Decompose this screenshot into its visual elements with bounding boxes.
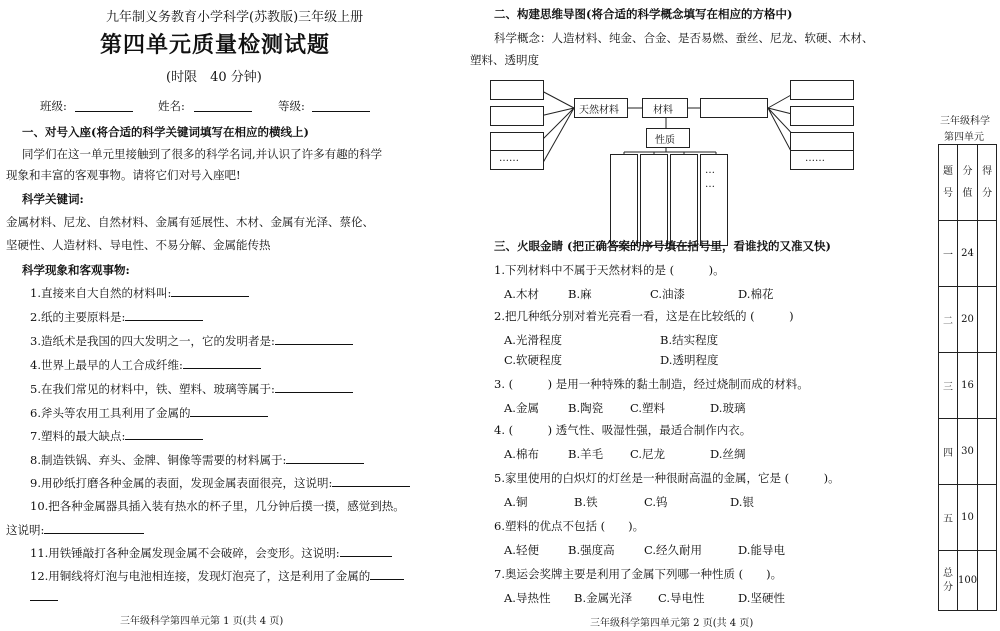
table-row <box>939 287 997 353</box>
answer-blank[interactable] <box>275 343 353 345</box>
question-8: 8.制造铁锅、弃头、金牌、铜像等需要的材料属于: <box>30 452 364 468</box>
mc-option[interactable]: C.塑料 <box>630 401 666 415</box>
mindmap-property: 性质 <box>646 128 690 148</box>
keywords-line2: 坚硬性、人造材料、导电性、不易分解、金属能传热 <box>6 238 271 252</box>
mc-option[interactable]: A.木材 <box>504 287 539 301</box>
section2-concepts-line2: 塑料、透明度 <box>470 53 539 67</box>
mc-option[interactable]: C.钨 <box>644 495 668 509</box>
mc-option[interactable]: B.金属光泽 <box>574 591 633 605</box>
mc-option[interactable]: D.坚硬性 <box>738 591 785 605</box>
mindmap-property-blank-1[interactable] <box>610 154 638 246</box>
row-score-cell[interactable] <box>978 287 997 353</box>
mc-option[interactable]: A.金属 <box>504 401 539 415</box>
mc-option[interactable]: A.棉布 <box>504 447 539 461</box>
row-score-cell[interactable] <box>978 221 997 287</box>
mindmap-blank-right-2[interactable] <box>790 106 854 126</box>
mindmap-blank-left-1[interactable] <box>490 80 544 100</box>
name-blank[interactable] <box>194 111 252 112</box>
row-points: 16 <box>958 353 978 419</box>
time-limit: (时限 40 分钟) <box>166 70 262 85</box>
table-row <box>939 221 997 287</box>
question-6: 6.斧头等农用工具利用了金属的 <box>30 405 268 421</box>
answer-blank[interactable] <box>171 295 249 297</box>
row-question: 总分 <box>939 551 958 611</box>
table-row <box>939 485 997 551</box>
mc-question-6: 6.塑料的优点不包括 ( )。 <box>494 519 645 533</box>
row-points: 100 <box>958 551 978 611</box>
mindmap-blank-left-4[interactable]: …… <box>490 150 544 170</box>
mindmap-blank-left-2[interactable] <box>490 106 544 126</box>
phenomena-heading: 科学现象和客观事物: <box>22 263 130 277</box>
row-points: 30 <box>958 419 978 485</box>
class-blank[interactable] <box>75 111 133 112</box>
mindmap-blank-right-4[interactable]: …… <box>790 150 854 170</box>
header-score: 得分 <box>978 145 997 221</box>
table-row <box>939 419 997 485</box>
page1-footer: 三年级科学第四单元第 1 页(共 4 页) <box>120 616 284 627</box>
mindmap-property-blank-2[interactable] <box>640 154 668 246</box>
grade-blank[interactable] <box>312 111 370 112</box>
row-score-cell[interactable] <box>978 419 997 485</box>
answer-blank[interactable] <box>125 438 203 440</box>
mc-option[interactable]: C.软硬程度 <box>504 353 563 367</box>
row-points: 10 <box>958 485 978 551</box>
row-points: 24 <box>958 221 978 287</box>
mindmap-property-blank-4[interactable]: … … <box>700 154 728 246</box>
answer-blank[interactable] <box>190 415 268 417</box>
mc-question-4: 4. ( ) 透气性、吸湿性强，最适合制作内衣。 <box>494 423 752 437</box>
mc-question-5: 5.家里使用的白炽灯的灯丝是一种很耐高温的金属，它是 ( )。 <box>494 471 840 485</box>
answer-blank[interactable] <box>370 578 404 580</box>
exam-header: 九年制义务教育小学科学(苏教版)三年级上册 <box>106 10 364 25</box>
mc-option[interactable]: B.结实程度 <box>660 333 719 347</box>
side-title-line1: 三年级科学 <box>940 116 990 127</box>
section1-intro-line2: 现象和丰富的客观事物。请将它们对号入座吧! <box>6 168 241 182</box>
section3-heading: 三、火眼金睛 (把正确答案的序号填在括号里，看谁找的又准又快) <box>494 239 831 253</box>
mc-question-7: 7.奥运会奖牌主要是利用了金属下列哪一种性质 ( )。 <box>494 567 783 581</box>
answer-blank[interactable] <box>332 485 410 487</box>
mindmap-property-blank-3[interactable] <box>670 154 698 246</box>
section2-heading: 二、构建思维导图(将合适的科学概念填写在相应的方格中) <box>494 7 793 21</box>
class-label: 班级: <box>40 99 67 113</box>
mindmap-blank-right-3[interactable] <box>790 132 854 152</box>
table-row <box>939 353 997 419</box>
mc-option[interactable]: C.油漆 <box>650 287 686 301</box>
row-question: 二 <box>939 287 958 353</box>
question-10-cont: 这说明: <box>6 522 144 538</box>
mindmap-blank-right-1[interactable] <box>790 80 854 100</box>
question-10: 10.把各种金属器具插入装有热水的杯子里，几分钟后摸一摸，感觉到热。 <box>30 499 405 513</box>
mc-option[interactable]: D.棉花 <box>738 287 774 301</box>
mc-option[interactable]: D.能导电 <box>738 543 785 557</box>
mc-option[interactable]: A.光滑程度 <box>504 333 562 347</box>
answer-blank[interactable] <box>183 367 261 369</box>
mindmap-blank-center-right[interactable] <box>700 98 768 118</box>
row-score-cell[interactable] <box>978 551 997 611</box>
keywords-heading: 科学关键词: <box>22 192 84 206</box>
answer-blank[interactable] <box>44 532 144 534</box>
page2-footer: 三年级科学第四单元第 2 页(共 4 页) <box>590 618 754 629</box>
mc-option[interactable]: C.经久耐用 <box>644 543 703 557</box>
score-table <box>938 144 997 611</box>
mc-option[interactable]: B.强度高 <box>568 543 615 557</box>
mc-question-1: 1.下列材料中不属于天然材料的是 ( )。 <box>494 263 725 277</box>
section1-intro-line1: 同学们在这一单元里接触到了很多的科学名词,并认识了许多有趣的科学 <box>22 147 383 161</box>
mc-option[interactable]: B.羊毛 <box>568 447 604 461</box>
section2-concepts-line1: 科学概念：人造材料、纯金、合金、是否易燃、蚕丝、尼龙、软硬、木材、 <box>494 31 874 45</box>
answer-blank[interactable] <box>340 555 392 557</box>
question-1: 1.直接来自大自然的材料叫: <box>30 285 249 301</box>
mc-question-3: 3. ( ) 是用一种特殊的黏土制造，经过烧制而成的材料。 <box>494 377 809 391</box>
mc-option[interactable]: B.铁 <box>574 495 598 509</box>
mc-option[interactable]: D.透明程度 <box>660 353 719 367</box>
answer-blank[interactable] <box>125 319 203 321</box>
question-12: 12.用铜线将灯泡与电池相连接，发现灯泡亮了，这是利用了金属的 <box>30 568 404 584</box>
name-label: 姓名: <box>158 99 185 113</box>
table-row <box>939 551 997 611</box>
answer-blank[interactable] <box>286 462 364 464</box>
question-5: 5.在我们常见的材料中，铁、塑料、玻璃等属于: <box>30 381 353 397</box>
question-3: 3.造纸术是我国的四大发明之一，它的发明者是: <box>30 333 353 349</box>
row-question: 五 <box>939 485 958 551</box>
row-score-cell[interactable] <box>978 485 997 551</box>
row-score-cell[interactable] <box>978 353 997 419</box>
mc-option[interactable]: D.银 <box>730 495 754 509</box>
row-question: 四 <box>939 419 958 485</box>
mc-option[interactable]: A.轻便 <box>504 543 539 557</box>
mc-option[interactable]: D.玻璃 <box>710 401 746 415</box>
section1-heading: 一、对号入座(将合适的科学关键词填写在相应的横线上) <box>22 125 309 139</box>
mindmap-blank-left-3[interactable] <box>490 132 544 152</box>
grade-label: 等级: <box>278 99 305 113</box>
mindmap-natural-materials: 天然材料 <box>574 98 628 118</box>
question-11: 11.用铁锤敲打各种金属发现金属不会破碎，会变形。这说明: <box>30 545 392 561</box>
mc-option[interactable]: A.铜 <box>504 495 528 509</box>
question-7: 7.塑料的最大缺点: <box>30 428 203 444</box>
mc-option[interactable]: C.尼龙 <box>630 447 666 461</box>
mc-option[interactable]: C.导电性 <box>658 591 705 605</box>
mc-option[interactable]: D.丝绸 <box>710 447 746 461</box>
exam-title: 第四单元质量检测试题 <box>100 32 331 58</box>
mc-option[interactable]: B.麻 <box>568 287 592 301</box>
answer-blank[interactable] <box>275 391 353 393</box>
row-question: 一 <box>939 221 958 287</box>
question-2: 2.纸的主要原料是: <box>30 309 203 325</box>
question-4: 4.世界上最早的人工合成纤维: <box>30 357 261 373</box>
keywords-line1: 金属材料、尼龙、自然材料、金属有延展性、木材、金属有光泽、蔡伦、 <box>6 215 374 229</box>
header-points: 分值 <box>958 145 978 221</box>
question-12-blank-cont[interactable] <box>30 600 58 601</box>
row-question: 三 <box>939 353 958 419</box>
mc-question-2: 2.把几种纸分别对着光亮看一看，这是在比较纸的 ( ) <box>494 309 794 323</box>
header-question-number: 题号 <box>939 145 958 221</box>
mc-option[interactable]: B.陶瓷 <box>568 401 604 415</box>
side-title-line2: 第四单元 <box>944 132 984 143</box>
row-points: 20 <box>958 287 978 353</box>
question-9: 9.用砂纸打磨各种金属的表面，发现金属表面很亮，这说明: <box>30 475 410 491</box>
mc-option[interactable]: A.导热性 <box>504 591 551 605</box>
mindmap-materials: 材料 <box>642 98 688 118</box>
